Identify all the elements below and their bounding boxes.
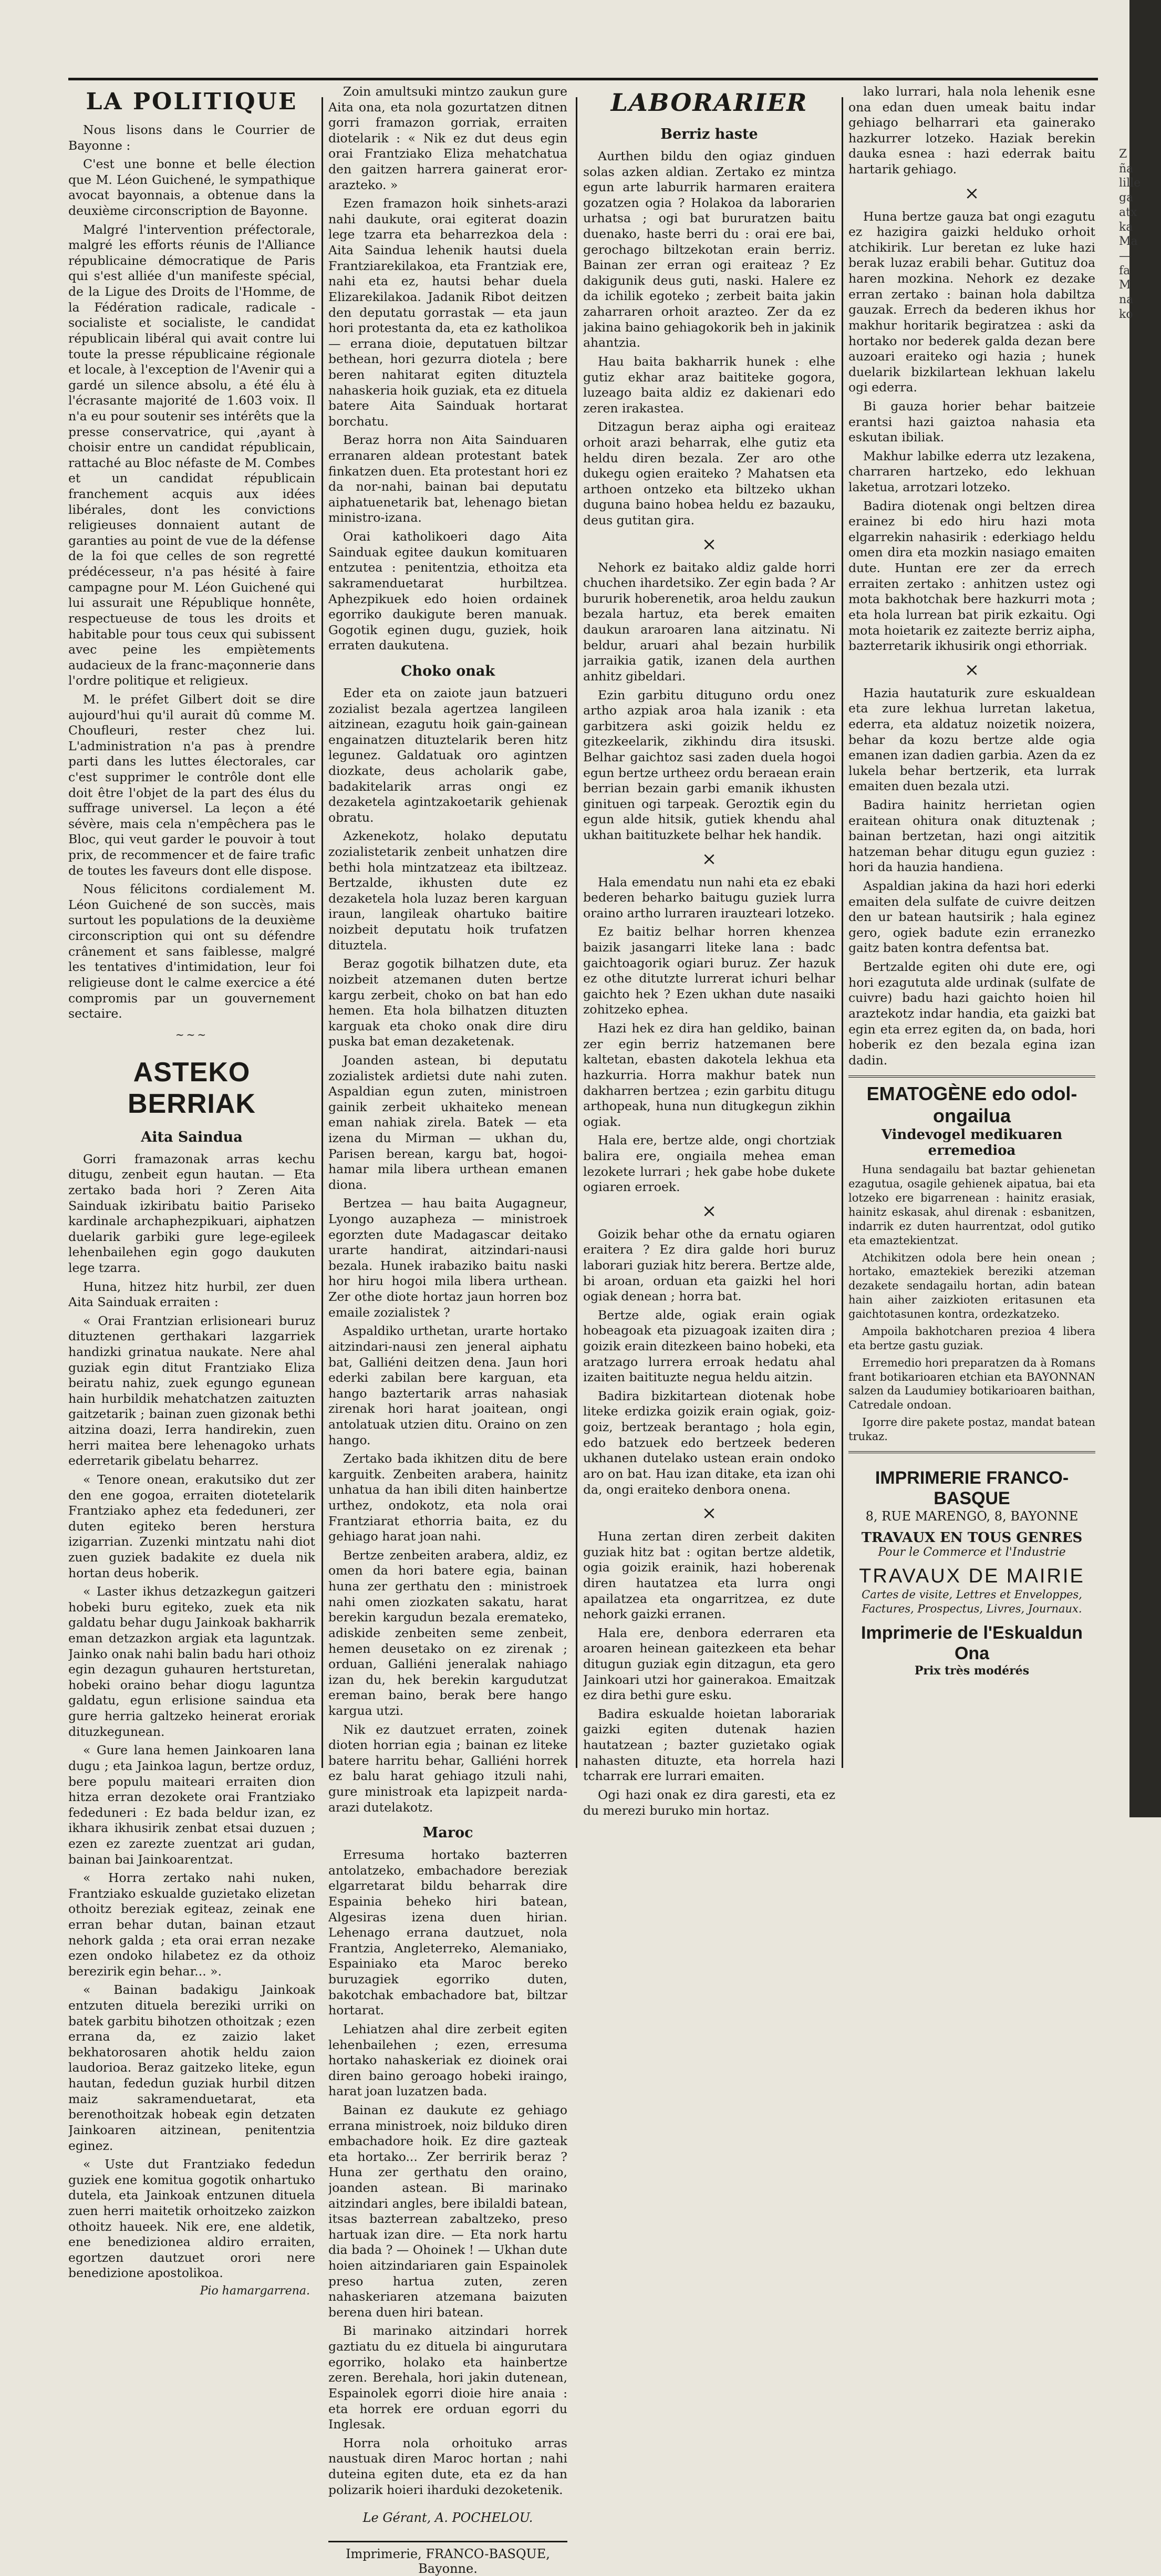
subheading-maroc: Maroc xyxy=(422,1825,473,1842)
col4-para-2: Huna bertze gauza bat ongi ezagutu ez hazigira gaizki helduko orhoit atchikirik. Lur beretan ez luke hazi berak luzaz erabili behar. Gutituz doa haren mozkina. Nehork ez dezake erran zertako : bainan hola dabiltza gauzak. Errech da bederen ikhus hor makhur horitarik begiratzea : aski da hortako nor bederek galda dezan bere auzoari eraiteko ogi hazia ; hunek duelarik bizkilartean lekhuan lakelu ogi ederra. xyxy=(848,209,1095,395)
gerant-line: Le Gérant, A. POCHELOU. xyxy=(362,2510,533,2526)
labor-para-11: Bertze alde, ogiak erain ogiak hobeagoak eta pizuagoak izaiten dira ; goizik erain ditezkeen baino hobeki, eta aratzago lurrera erroak hedatu ahal izaiten baitituzte negua heldu aitzin. xyxy=(583,1307,835,1385)
maroc-para-3: Bainan ez daukute ez gehiago errana ministroek, noiz bilduko diren embachadore hoik. Ez dire gazteak eta hortako... Zer berririk beraz ? Huna zer gerthatu den oraino, joanden astean. Bi marinako aitzindari angles, bere ibilaldi batean, itsas bazterrean zabaltzeko, preso hartuak izan dire. — Eta nork hartu dia bada ? — Ohoinek ! — Ukhan dute hoien aitzindariaren gain Espainolek preso hartua zuten, zeren nahaskeriaren atzemana baizuten berena duen hiri batean. xyxy=(328,2102,567,2320)
imprimerie-prix: Prix très modérés xyxy=(914,1663,1030,1678)
col4-para-4: Makhur labilke ederra utz lezakena, charraren hartzeko, edo lekhuan laketua, arrotzari lotzeko. xyxy=(848,448,1095,495)
maroc-para-5: Horra nola orhoituko arras naustuak diren Maroc hortan ; nahi duteina egiten dute, eta ez da han polizarik hoieri iharduki dezoketenik. xyxy=(328,2435,567,2497)
section-separator-cross: × xyxy=(701,848,717,870)
politique-para-1: Nous lisons dans le Courrier de Bayonne : xyxy=(68,122,315,153)
ad-subtitle: Vindevogel medikuaren erremedioa xyxy=(881,1127,1063,1159)
col4-para-1: lako lurrari, hala nola lehenik esne ona edan duen umeak baitu indar gehiago belharrari eta gainerako hazkurrer lotzeko. Haziak berekin dauka esnea : hazi ederrak baitu hartarik gehiago. xyxy=(848,84,1095,177)
labor-para-13: Huna zertan diren zerbeit dakiten guziak hitz bat : ogitan bertze aldetik, ogia goizik erainik, hazi hoberenak diren hautatzea eta lurra ongi apailatzea eta ongarritzea, ez dute nehork gaizki erranen. xyxy=(583,1529,835,1622)
divider: ~~~ xyxy=(175,1028,209,1041)
col2-para-2: Ezen framazon hoik sinhets-arazi nahi daukute, orai egiterat doazin lege tzarra eta beharrezkoa dela : Aita Saindua lehenik hautsi duela Frantziarekilakoa, eta Frantziak ere, nahi eta ez, hautsi behar duela Elizarekilakoa. Jadanik Ribot deitzen den deputatu gorrastak — eta jaun hori protestanta da, eta ez katholikoa — errana dioie, deputatuen biltzar bethean, hori gezurra diotela ; bere beren nahitarat egiten dituztela nahaskeria hoik guziak, eta ez dituela batere Aita Sainduak hortarat borchatu. xyxy=(328,196,567,429)
section-title-laborarier: LABORARIER xyxy=(610,88,808,117)
ad-para-3: Ampoila bakhotcharen prezioa 4 libera eta bertze gastu guziak. xyxy=(848,1325,1095,1352)
labor-para-12: Badira bizkitartean diotenak hobe liteke erdizka goizik erain ogiak, goiz-goiz, bertzeak berantago ; hola egin, edo batzuek edo bertzeek bederen ukhanen dutelako ustean erain ondoko aro on bat. Hau izan ditake, eta izan ohi da, ongi eraiteko denbora onena. xyxy=(583,1388,835,1497)
aita-para-1: Gorri framazonak arras kechu ditugu, zenbeit egun hautan. — Eta zertako bada hori ? Zeren Aita Sainduak izkiribatu baitio Pariseko kardinale archaphezpikuari, aiphatzen duelarik garbiki gure lege-egileek lehenbailehen egin gogo daukuten lege tzarra. xyxy=(68,1151,315,1275)
politique-para-5: Nous félicitons cordialement M. Léon Guichené de son succès, mais surtout les populations de la deuxième circonscription qui ont su défendre crânement et sans faiblesse, malgré les tentatives d'intimidation, leur foi religieuse dont le calme exercice a été compromis par un gouvernement sectaire. xyxy=(68,882,315,1021)
choko-para-1: Eder eta on zaiote jaun batzueri zozialist bezala agertzea langileen aitzinean, ezagutu hoik gain-gainean engainatzen dituztelarik beren hitz legunez. Galdatuak oro agintzen diozkate, deus acholarik gabe, badakitelarik arras ongi ez dezaketela agintzakoetarik gehienak obratu. xyxy=(328,685,567,825)
imprimerie-mairie: TRAVAUX DE MAIRIE xyxy=(859,1565,1085,1587)
choko-para-9: Nik ez dautzuet erraten, zoinek dioten horrian egia ; bainan ez liteke batere harritu behar, Galliéni horrek ez balu harat gehiago itzuli nahi, gure ministroak eta lapizpeit narda-arazi dutelakotz. xyxy=(328,1722,567,1815)
top-rule xyxy=(68,78,1098,80)
column-politique xyxy=(68,84,315,2298)
subheading-choko-onak: Choko onak xyxy=(400,663,495,679)
imprimerie-travaux: TRAVAUX EN TOUS GENRES xyxy=(861,1529,1083,1546)
ad-para-4: Erremedio hori preparatzen da à Romans frant botikarioaren etchian eta BAYONNAN salzen da Laudumiey botikarioaren baithan, Catredale ondoan. xyxy=(848,1356,1095,1412)
labor-para-14: Hala ere, denbora ederraren eta aroaren heinean gaitezkeen eta behar ditugun guziak egin ditzagun, eta gero Jainkoari utzi hor gainerakoa. Emaitzak ez dira bethi gure esku. xyxy=(583,1625,835,1703)
column-four xyxy=(848,84,1095,1678)
column-rule-1 xyxy=(322,97,323,1768)
col2-para-3: Beraz horra non Aita Sainduaren erranaren aldean protestant batek finkatzen duen. Eta protestant hori ez da nor-nahi, bainan bai deputatu aiphatuenetarik bat, lehenago bietan ministro-izana. xyxy=(328,432,567,525)
col4-para-5: Badira diotenak ongi beltzen direa erainez bi edo hiru hazi mota elgarrekin nahasirik : ederkiago heldu omen dira eta mozkin nasiago emaiten dute. Huntan ere zer da errech erraiten zertako : anhitzen ustez ogi mota bakhotchak bere hazkurri mota ; eta hola lurrean bat pirik ezkaitu. Ogi mota hoietarik ez zaitezte berriz aipha, bazterretarik ikhusirik ongi ethorriak. xyxy=(848,498,1095,654)
ad-para-1: Huna sendagailu bat baztar gehienetan ezagutua, osagile gehienek aipatua, bai eta lotzeko ere bigarrenean : hainitz erasiak, hainitz eskasak, ahul direnak : esbanitzen, indarrik ez duten haurrentzat, odol gutiko eta emaztekientzat. xyxy=(848,1163,1095,1247)
section-separator-cross: × xyxy=(964,659,980,680)
cropped-next-page-fragment: Z ña lille ga atx ka Ma — fa M na ko xyxy=(1119,148,1141,321)
ad-para-2: Atchikitzen odola bere hein onean ; hortako, emaztekiek bereziki atzeman dezakete sendagailu hortan, adin batean hain aiher zaizkioten eritasunen eta gaichtotasunen kontra, ordezkatzeko. xyxy=(848,1251,1095,1321)
choko-para-4: Joanden astean, bi deputatu zozialistek ardietsi dute nahi zuten. Aspaldian egun zuten, ministroen gainik zerbeit ukhaiteko menean eman nahiak zirela. Batek — eta izena du Mirman — ukhan du, Parisen berean, kargu bat, hogoi-hamar mila libera urthean emanen diona. xyxy=(328,1052,567,1192)
col4-para-6: Hazia hautaturik zure eskualdean eta zure lekhua lurretan laketua, ederra, eta aldatuz noizetik noizera, behar da kozu bertze alde ogia emanen izan dadien garbia. Azen da ez lukela behar bertzerik, eta lurrak emaiten duen bezala utzi. xyxy=(848,685,1095,794)
labor-para-15: Badira eskualde hoietan laborariak gaizki egiten dutenak hazien hautatzean ; bazter guzietako ogiak nahasten dituzte, eta horrela hazi tcharrak ere lurrari emaiten. xyxy=(583,1706,835,1784)
ad-title: EMATOGÈNE edo odol-ongailua xyxy=(866,1083,1077,1127)
section-title-politique: LA POLITIQUE xyxy=(86,88,298,115)
section-separator-cross: × xyxy=(701,533,717,555)
aita-para-6: « Gure lana hemen Jainkoaren lana dugu ; eta Jainkoa lagun, bertze orduz, bere populu maiteari erraiten dion hitza erran dezokete orai Frantziako fededuneri : Ez bada beldur izan, ez ikhara ikhusirik zenbat etsai duzuen ; ezen ez zarezte zuentzat ari gudan, bainan bai Jainkoarentzat. xyxy=(68,1743,315,1867)
section-separator-cross: × xyxy=(701,1200,717,1222)
col4-para-8: Aspaldian jakina da hazi hori ederki emaiten dela sulfate de cuivre deitzen den ur batean hautsirik ; hala eginez gero, ogiek badute ezin erranezko gaitz baten kontra defentsa bat. xyxy=(848,878,1095,956)
choko-para-2: Azkenekotz, holako deputatu zozialistetarik zenbeit unhatzen dire bethi hola mintzatzeaz eta ibiltzeaz. Bertzalde, ikhusten dute ez dezaketela hola luzaz beren karguan iraun, langileak ohartuko baitire noizbeit deputatu hoik trufatzen dituztela. xyxy=(328,829,567,953)
aita-signature: Pio hamargarrena. xyxy=(200,2284,310,2298)
imprimerie-cartes: Cartes de visite, Lettres et Enveloppes, Factures, Prospectus, Livres, Journaux. xyxy=(862,1588,1082,1616)
choko-para-3: Beraz gogotik bilhatzen dute, eta noizbeit atzemanen duten bertze kargu zerbeit, choko on bat han edo hemen. Eta hola bilhatzen dituzten karguak eta choko onak dire diru puska bat eman dezaketenak. xyxy=(328,956,567,1049)
labor-para-4: Nehork ez baitako aldiz galde horri chuchen ihardetsiko. Zer egin bada ? Ar bururik hoberenetik, aroa heldu zaukun bezala hartuz, eta berek emaiten daukun araroaren lana aitzinatu. Ni beldur, aruari ahal bezain hurbilik jarraikia gatik, izanen dela aurthen anhitz gibeldari. xyxy=(583,560,835,684)
labor-para-1: Aurthen bildu den ogiaz ginduen solas azken aldian. Zertako ez mintza egun arte laburrik harmaren eraitera gozatzen ogia ? Holakoa da laborarien urhatsa ; ogi bat bururatzen baitu duenako, haste berri du : orai ere bai, gerochago biltzekotan erain berriz. Bainan zer erran ogi eraiteaz ? Ez dakigunik deus guti, naski. Halere ez da ichilik egoteko ; zerbeit baita jakin zaharraren orhoit arazteo. Zer da ez jakina baino gehiagokorik beh in jakinik ahantzia. xyxy=(583,149,835,350)
labor-para-10: Goizik behar othe da ernatu ogiaren eraitera ? Ez dira galde hori buruz laborari guziak hitz berera. Bertze alde, bi aroan, orduan eta gaizki hel hori ogiak denean ; horra bat. xyxy=(583,1226,835,1304)
aita-para-4: « Tenore onean, erakutsiko dut zer den ene gogoa, erraiten diotetelarik Frantziako aphez eta fededuneri, zer duten egiteko beren herstura izigarrian. Zuzenki mintzatu nahi diot zuen guziek badakite ez duela nik hortan deus hoberik. xyxy=(68,1472,315,1580)
aita-para-5: « Laster ikhus detzazkegun gaitzeri hobeki buru egiteko, zuek eta nik galdatu behar dugu Jainkoak bakharrik eman detzazkon argiak eta laguntzak. Jainko onak nahi balin badu hari othoiz egin dezagun guhauren hertsturetan, hobeki oraino behar diogu laguntza galdatu, egun erlisione saindua eta gure herria galtzeko heinerat eroriak dituzkegunean. xyxy=(68,1584,315,1739)
labor-para-5: Ezin garbitu dituguno ordu onez artho azpiak aroa hala izanik : eta garbitzera aski goizik heldu ez gitezkeelarik, zikhindu dira itsuski. Belhar gaichtoz sasi zaden duela hogoi egun bertze urtheez ordu beraean erain berrian bezain garbi emanik ikhusten ginituen ogi tarpeak. Geroztik egin du egun alde hitsik, gutiek khendu ahal ukhan baitituzkete belhar hek handik. xyxy=(583,687,835,842)
labor-para-7: Ez baitiz belhar horren khenzea baizik jasangarri liteke lana : badc gaichtoagorik ogiari buruz. Zer hazuk ez othe ditutzte lurrerat ichuri belhar gaichto hek ? Ezen ukhan dute nasaiki zohitzeko ephea. xyxy=(583,924,835,1017)
subheading-berriz-haste: Berriz haste xyxy=(660,126,758,142)
section-title-asteko: ASTEKO BERRIAK xyxy=(128,1057,256,1119)
column-rule-3 xyxy=(842,97,843,1768)
maroc-para-2: Lehiatzen ahal dire zerbeit egiten lehenbailehen ; ezen, erresuma hortako nahaskeriak ez dioinek orai diren baino geroago hobeki iraingo, harat joan luzatzen bada. xyxy=(328,2021,567,2099)
subheading-aita-saindua: Aita Saindua xyxy=(141,1129,243,1145)
col2-para-4: Orai katholikoeri dago Aita Sainduak egitee daukun komituaren entzutea : penitentzia, ethoitza eta sakramenduetarat hurbiltzea. Aphezpikuek edo hoien ordainek egorriko daukigute beren manuak. Gogotik eginen dugu, guziek, hoik erraten daukutena. xyxy=(328,529,567,653)
labor-para-16: Ogi hazi onak ez dira garesti, eta ez du merezi buruko min hortaz. xyxy=(583,1787,835,1818)
ad-para-5: Igorre dire pakete postaz, mandat batean trukaz. xyxy=(848,1416,1095,1443)
choko-para-5: Bertzea — hau baita Augagneur, Lyongo auzapheza — ministroek egorzten dute Madagascar deitako urarte handirat, aitzindari-nausi bezala. Hunek irabaziko baitu naski hor hiru hogoi mila libera urthean. Zer othe diote hortaz jaun horren boz emaile zozialistek ? xyxy=(328,1196,567,1320)
ematogene-advertisement xyxy=(848,1075,1095,1444)
imprimerie-commerce: Pour le Commerce et l'Industrie xyxy=(878,1545,1066,1559)
imprimerie-advertisement xyxy=(848,1451,1095,1678)
imprimerie-title: IMPRIMERIE FRANCO-BASQUE xyxy=(875,1467,1069,1508)
section-separator-cross: × xyxy=(701,1503,717,1524)
col2-para-1: Zoin amultsuki mintzo zaukun gure Aita ona, eta nola gozurtatzen ditnen gorri framazon gorriak, erraiten diotelarik : « Nik ez dut deus egin orai Frantziako Eliza mehatchatua den gaitzen harrera gainerat eror-arazteko. » xyxy=(328,84,567,192)
labor-para-6: Hala emendatu nun nahi eta ez ebaki bederen beharko baitugu guziek lurra oraino artho lurraren irauzteari lotzeko. xyxy=(583,874,835,920)
col4-para-9: Bertzalde egiten ohi dute ere, ogi hori ezagututa alde urdinak (sulfate de cuivre) badu hazi gaichto hoien hil araztekotz indar handia, eta gaizki bat egin eta errez egiten da, on bada, hori hoberik ez den bezala egina izan dadin. xyxy=(848,959,1095,1068)
politique-para-2: C'est une bonne et belle élection que M. Léon Guichené, le sympathique avocat bayonnais, a obtenue dans la deuxième circonscription de Bayonne. xyxy=(68,157,315,219)
aita-para-9: « Uste dut Frantziako fededun guziek ene komitua gogotik onhartuko dutela, eta Jainkoak entzunen dituela zuen herri maitetik orhoitzeko zaizkon othoitz haueek. Nik ere, ene aldetik, ene benedizionea aldiro erraiten, egortzen dautzuet orori nere benedizione apostolikoa. xyxy=(68,2157,315,2281)
imprimerie-eskualdun: Imprimerie de l'Eskualdun Ona xyxy=(861,1622,1083,1663)
column-laborarier xyxy=(583,84,835,1822)
choko-para-6: Aspaldiko urthetan, urarte hortako aitzindari-nausi zen jeneral aiphatu bat, Galliéni deitzen dena. Jaun hori ederki zabilan bere karguan, eta hango baztertarik arras nahasiak zirenak hori harat joaitean, ongi antolatuak utzien ditu. Oraino on zen hango. xyxy=(328,1323,567,1447)
imprimerie-address: 8, RUE MARENGO, 8, BAYONNE xyxy=(865,1508,1079,1524)
maroc-para-1: Erresuma hortako bazterren antolatzeko, embachadore bereziak elgarretarat bildu beharrak dire Espainia beheko hiri batean, Algesiras izena duen hirian. Lehenago errana dautzuet, nola Frantzia, Angleterreko, Alemaniako, Espainiako eta Maroc bereko buruzagiek egorriko duten, bakotchak embachadore bat, biltzar hortarat. xyxy=(328,1847,567,2018)
politique-para-4: M. le préfet Gilbert doit se dire aujourd'hui qu'il aurait dû comme M. Choufleuri, rester chez lui. L'administration n'a pas à prendre parti dans les luttes électorales, car c'est supprimer le contrôle dont elle doit être l'objet de la part des élus du suffrage universel. La leçon a été sévère, mais cela n'empêchera pas le Bloc, qui veut garder le pouvoir à tout prix, de recommencer et de faire trafic de toutes les faveurs dont elle dispose. xyxy=(68,691,315,878)
column-two xyxy=(328,84,567,2576)
labor-para-8: Hazi hek ez dira han geldiko, bainan zer egin berriz hatzemanen bere kaltetan, ebasten dakotela lekhua eta hazkurria. Horra makhur batek nun dakharren bertzea ; ezin garbitu ditugu arthopeak, huna nun ditugkegun zikhin ogiak. xyxy=(583,1021,835,1129)
labor-para-2: Hau baita bakharrik hunek : elhe gutiz ekhar araz baititeke gogora, luzeago baita aldiz ez dakienari edo zeren irakastea. xyxy=(583,354,835,416)
labor-para-9: Hala ere, bertze alde, ongi chortziak balira ere, ongiaila mehea eman lezokete lurrari ; hek gabe hobe dukete ogiaren erroek. xyxy=(583,1133,835,1195)
aita-para-3: « Orai Frantzian erlisioneari buruz dituztenen gerthakari lazgarriek handizki grinatua naukate. Nere ahal guziak egin ditut Frantziako Eliza beiratu nahiz, zuek egungo egunean hain hurbildik mehatchatzen zaituzten gaitzetarik ; bainan zuen gizonak bethi aitzina doazi, Ierra handirekin, zuen herri maitea bere lehenagoko urhats ederretarik gibelatu beharrez. xyxy=(68,1313,315,1468)
imprimerie-line: Imprimerie, FRANCO-BASQUE, Bayonne. xyxy=(328,2541,567,2576)
politique-para-3: Malgré l'intervention préfectorale, malgré les efforts réunis de l'Alliance républicaine démocratique de Paris qui s'est alliée d'un manifeste spécial, de la Ligue des Droits de l'Homme, de la Fédération radicale, radicale - socialiste et socialiste, le candidat républicain libéral qui avait contre lui toute la presse républicaine régionale et locale, à l'exception de l'Avenir qui a gardé un silence absolu, a été élu à l'écrasante majorité de 1.603 voix. Il n'a eu pour soutenir ses intérêts que la presse conservatrice, qui ,ayant à choisir entre un candidat républicain, rattaché au Bloc néfaste de M. Combes et un candidat républicain franchement acquis aux idées libérales, dont les convictions religieuses donnaient autant de garanties au point de vue de la défense de la foi que celles de son regretté prédécesseur, n'a pas hésité à faire campagne pour M. Léon Guichené qui lui assurait une République honnête, respectueuse de tous les droits et habitable pour tous ceux qui subissent avec peine les empiètements audacieux de la franc-maçonnerie dans l'ordre politique et religieux. xyxy=(68,222,315,688)
col4-para-7: Badira hainitz herrietan ogien eraitean ohitura onak dituztenak ; bainan bertzetan, hazi ongi aitzitik hatzeman behar ditugu egun guziez : hori da hauzia handiena. xyxy=(848,797,1095,875)
maroc-para-4: Bi marinako aitzindari horrek gaztiatu du ez dituela bi aingurutara egorriko, holako eta hainbertze zeren. Berehala, hori jakin dutenean, Espainolek egorri dioie hire anaia : eta horrek ere orduan egorri du Inglesak. xyxy=(328,2323,567,2432)
labor-para-3: Ditzagun beraz aipha ogi eraiteaz orhoit arazi beharrak, elhe gutiz eta heldu diren bezala. Zer aro othe dukegu ogien eraiteko ? Mahatsen eta arthoen ontzeko eta biltzeko ukhan duguna baino hobea heldu ez bazauku, deus gutitan gira. xyxy=(583,419,835,528)
aita-para-7: « Horra zertako nahi nuken, Frantziako eskualde guzietako elizetan othoitz bereziak egiteaz, zeinak ene erran behar dutan, bainan etzaut nehork galda ; eta orai erran nezake ezen ondoko hilabetez ez da othoiz berezirik egin behar... ». xyxy=(68,1870,315,1979)
column-rule-2 xyxy=(576,97,577,1768)
col4-para-3: Bi gauza horier behar baitzeie erantsi hazi gaiztoa nahasia eta eskutan ibiliak. xyxy=(848,398,1095,445)
choko-para-7: Zertako bada ikhitzen ditu de bere karguitk. Zenbeiten arabera, hainitz unhatua da han ibili diten hainbertze urthez, ondokotz, eta nola orai Frantziarat ethorria baita, ez du gehiago harat joan nahi. xyxy=(328,1451,567,1544)
aita-para-8: « Bainan badakigu Jainkoak entzuten dituela bereziki urriki on batek garbitu bihotzen othoitzak ; ezen errana da, ez zaizio laket bekhatorosaren ahotik heldu zaion laudorioa. Beraz gaitzeko liteke, egun hautan, fededun guziak hurbil ditzen maiz sakramenduetarat, eta berenothoitzak hobeak egin detzaten Jainkoaren aitzinean, penitentzia eginez. xyxy=(68,1982,315,2153)
section-separator-cross: × xyxy=(964,182,980,204)
choko-para-8: Bertze zenbeiten arabera, aldiz, ez omen da hori batere egia, bainan huna zer gerthatu den : ministroek nahi omen ziozkaten sakatu, harat berekin kargudun bezala eremateko, adiskide zenbeiten seme zenbeit, hemen deusetako on ez zirenak ; orduan, Galliéni jeneralak nahiago izan du, hek berekin kargudutzat ereman baino, berak bere hango kargua utzi. xyxy=(328,1547,567,1718)
aita-para-2: Huna, hitzez hitz hurbil, zer duen Aita Sainduak erraiten : xyxy=(68,1279,315,1310)
